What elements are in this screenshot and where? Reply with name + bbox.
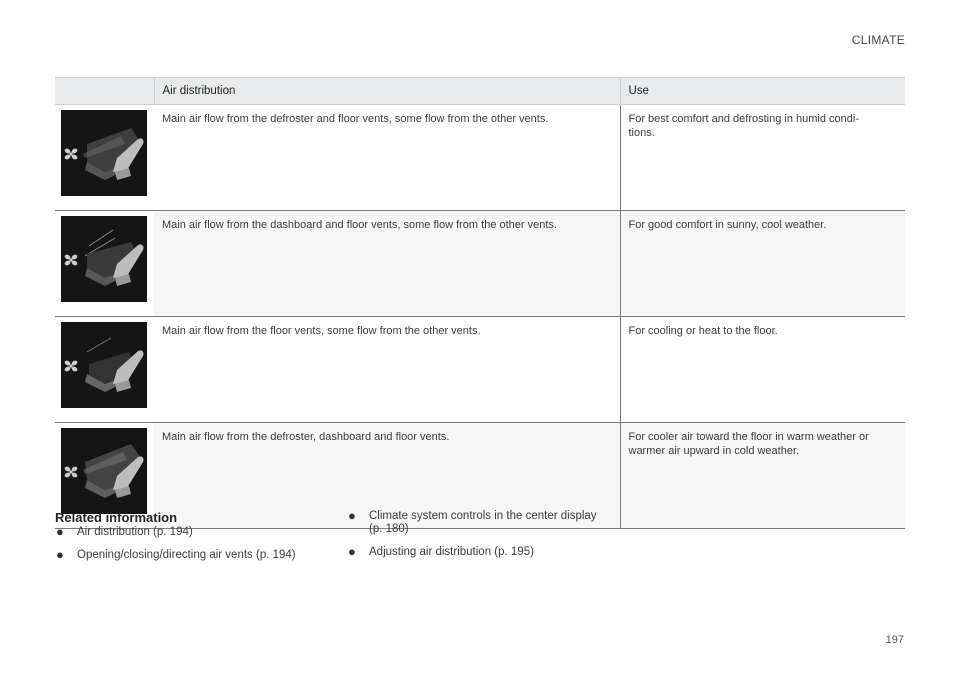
related-list-column-2 [347,510,607,572]
fan-defrost-floor-icon [61,110,147,196]
air-distribution-text: Main air flow from the floor vents, some flow from the other vents. [154,317,620,423]
table-header-row [55,78,905,105]
related-information [55,510,655,572]
header-air-distribution: Air distribution [154,78,620,105]
related-information-title: Related information [55,510,178,525]
table-row [55,105,905,211]
related-link-text: Adjusting air distribution (p. 195) [369,546,534,558]
table-row [55,317,905,423]
bullet-icon: ● [348,544,356,559]
table-row [55,211,905,317]
air-distribution-text: Main air flow from the defroster and floor vents, some flow from the other vents. [154,105,620,211]
fan-defrost-dashboard-floor-icon [61,428,147,514]
section-title: CLIMATE [851,33,905,47]
related-link-climate-controls[interactable] [347,510,607,536]
related-link-text: Air distribution (p. 194) [77,526,193,538]
related-link-adjusting-air-distribution[interactable] [347,546,607,559]
related-list-column-1 [55,526,347,572]
air-distribution-text: Main air flow from the dashboard and floor vents, some flow from the other vents. [154,211,620,317]
air-distribution-table [55,77,905,529]
icon-cell [55,317,154,423]
bullet-icon: ● [56,547,64,562]
header-icon-column [55,78,154,105]
bullet-icon: ● [348,508,356,523]
related-link-text: Opening/closing/directing air vents (p. 194) [77,549,296,561]
use-text: For best comfort and defrosting in humid condi- tions. [620,105,905,211]
use-text: For cooling or heat to the floor. [620,317,905,423]
bullet-icon: ● [56,524,64,539]
fan-floor-icon [61,322,147,408]
fan-dashboard-floor-icon [61,216,147,302]
related-link-air-distribution[interactable] [55,526,347,539]
icon-cell [55,105,154,211]
page-number: 197 [885,634,904,646]
use-text: For good comfort in sunny, cool weather. [620,211,905,317]
related-link-air-vents[interactable] [55,549,347,562]
related-link-text: Climate system controls in the center display (p. 180) [369,510,597,535]
air-distribution-text: Main air flow from the defroster, dashboard and floor vents. [154,423,620,529]
icon-cell [55,211,154,317]
header-use: Use [620,78,905,105]
use-text: For cooler air toward the floor in warm weather or warmer air upward in cold weather. [620,423,905,529]
